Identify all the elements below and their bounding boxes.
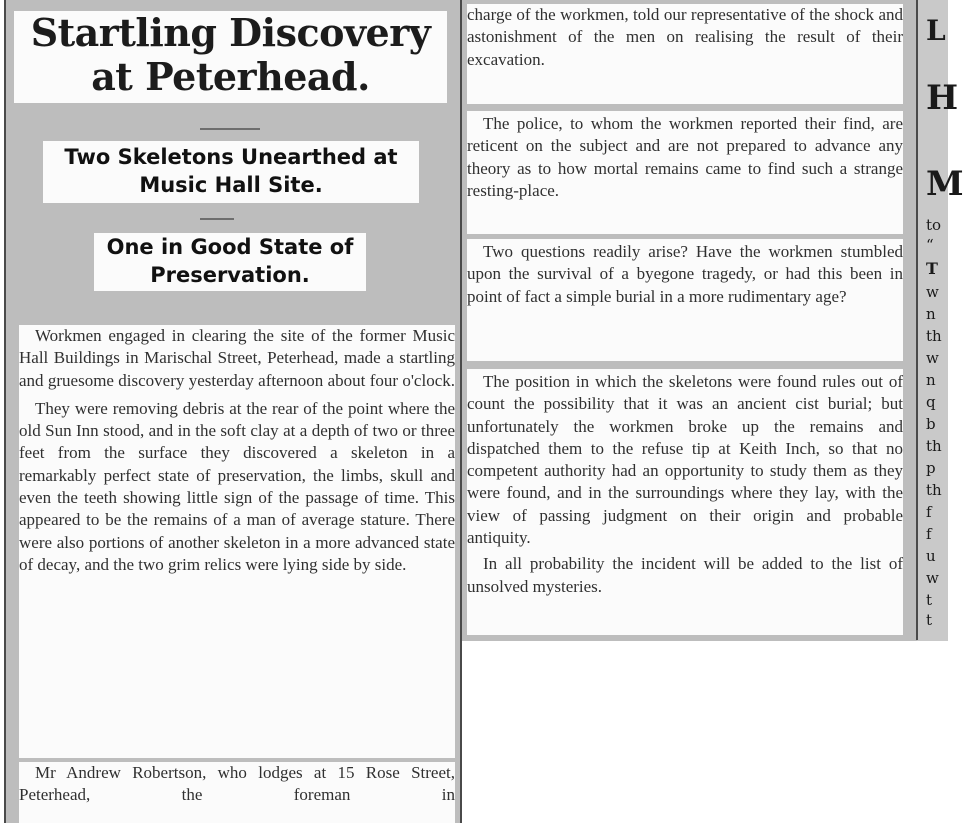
fragment-19: w: [926, 569, 939, 587]
col2-paragraph-1: charge of the workmen, told our representative of the shock and astonishment of the men on realising the result of their excavation.: [467, 5, 903, 69]
fragment-21: t: [926, 611, 933, 629]
col1-paragraph-1: Workmen engaged in clearing the site of the former Music Hall Buildings in Marischal Street, Peterhead, made a startling and gruesome discovery yesterday afternoon about four o'clock.: [19, 326, 455, 390]
fragment-16: f: [926, 503, 932, 521]
subheading-1: [43, 141, 419, 203]
col2-text-block-4: [467, 369, 903, 635]
fragment-15: th: [926, 481, 942, 499]
fragment-2: M: [926, 164, 964, 204]
fragment-7: n: [926, 305, 936, 323]
fragment-13: th: [926, 437, 942, 455]
col2-text-block-1: [467, 4, 903, 104]
fragment-1: H: [926, 78, 959, 118]
article-headline: [14, 11, 447, 103]
fragment-11: q: [926, 393, 936, 411]
col2-paragraph-5: In all probability the incident will be added to the list of unsolved mysteries.: [467, 554, 903, 596]
fragment-6: w: [926, 283, 939, 301]
column-divider-middle: [460, 0, 462, 823]
fragment-17: f: [926, 525, 932, 543]
fragment-9: w: [926, 349, 939, 367]
headline-rule: [200, 128, 260, 130]
headline-text: Startling Discovery at Peterhead.: [30, 10, 431, 99]
subheading-2-text: One in Good State of Preservation.: [106, 235, 354, 287]
fragment-14: p: [926, 459, 936, 477]
col1-paragraph-2: They were removing debris at the rear of the point where the old Sun Inn stood, and in the soft clay at a depth of two or three feet from the surface they discovered a skeleton in a remarkably perfect state of preservation, the limbs, skull and even the teeth showing little sign of the passage of time. This appeared to be the remains of a man of average stature. There were also portions of another skeleton in a more advanced state of decay, and the two grim relics were lying side by side.: [19, 398, 455, 574]
subheading-1-text: Two Skeletons Unearthed at Music Hall Site.: [64, 145, 398, 197]
col2-text-block-2: [467, 111, 903, 234]
col2-paragraph-3: Two questions readily arise? Have the workmen stumbled upon the survival of a byegone tragedy, or had this been in point of fact a simple burial in a more rudimentary age?: [467, 242, 903, 306]
col2-text-block-3: [467, 239, 903, 361]
subheading-2: [94, 233, 366, 291]
fragment-10: n: [926, 371, 936, 389]
col1-paragraph-3: Mr Andrew Robertson, who lodges at 15 Rose Street, Peterhead, the foreman in: [19, 763, 455, 805]
col2-paragraph-4: The position in which the skeletons were found rules out of count the possibility that it was an ancient cist burial; but unfortunately the workmen broke up the remains and dispatched them to the refuse tip at Keith Inch, so that no competent authority had an opportunity to study them as they were found, and in the surroundings where they lay, with the view of passing judgment on their origin and probable antiquity.: [467, 372, 903, 548]
fragment-18: u: [926, 547, 936, 565]
adjacent-column-fragments: [926, 14, 964, 634]
column-divider-left: [4, 0, 6, 823]
col2-paragraph-2: The police, to whom the workmen reported their find, are reticent on the subject and are not prepared to advance any theory as to how mortal remains came to find such a strange resting-place.: [467, 114, 903, 200]
fragment-5: T: [926, 259, 938, 278]
fragment-20: t: [926, 591, 933, 609]
fragment-12: b: [926, 415, 936, 433]
fragment-0: L: [926, 14, 946, 47]
fragment-8: th: [926, 327, 942, 345]
subhead-rule: [200, 218, 234, 220]
col1-text-block: [19, 325, 455, 758]
fragment-3: to: [926, 216, 942, 234]
col1-text-block-bottom: [19, 762, 455, 823]
column-divider-right: [916, 0, 918, 640]
fragment-4: “: [926, 236, 934, 254]
